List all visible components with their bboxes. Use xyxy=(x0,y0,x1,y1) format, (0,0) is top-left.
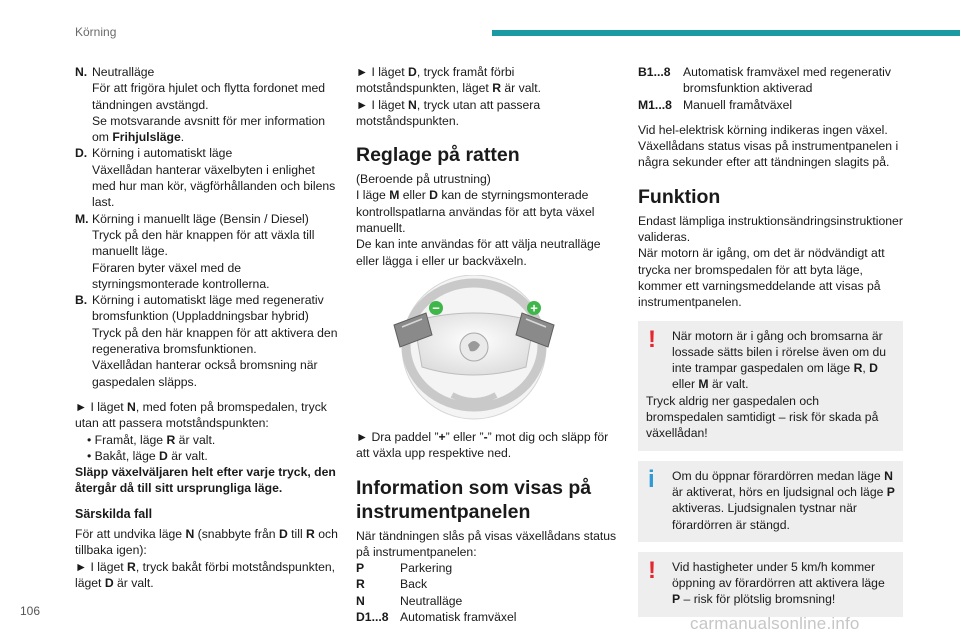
warning-icon: ! xyxy=(648,325,656,353)
paragraph: ► Dra paddel ”+” eller ”-” mot dig och släpp för att växla upp respektive ned. xyxy=(356,429,609,461)
column-2 xyxy=(356,64,618,625)
bullet-list xyxy=(75,432,340,465)
item-m: M. Körning i manuellt läge (Bensin / Diesel) Tryck på den här knappen för att växla till manuellt läge. Föraren byter växel med de styrningsmonterade kontrollerna. xyxy=(75,211,315,291)
table-row: P Parkering xyxy=(356,561,453,576)
warning-box: ! Vid hastigheter under 5 km/h kommer öppning av förardörren att aktivera läge P – risk för plötslig bromsning! xyxy=(638,552,903,617)
paragraph: (Beroende på utrustning) xyxy=(356,172,491,187)
item-d: D. Körning i automatiskt läge Växellådan hanterar växelbyten i enlighet med hur man kör, vägförhållanden och bilens last. xyxy=(75,146,336,210)
warning-icon: ! xyxy=(648,556,656,584)
list-item: • Bakåt, läge D är valt. xyxy=(87,448,340,464)
column-3 xyxy=(638,64,903,617)
list-item: • Framåt, läge R är valt. xyxy=(87,432,340,448)
paragraph: ► I läget N, tryck utan att passera motståndspunkten. xyxy=(356,97,541,128)
paragraph: De kan inte användas för att välja neutralläge eller lägga i eller ur backväxeln. xyxy=(356,237,601,268)
paragraph: ► I läget D, tryck framåt förbi motståndspunkten, läget R är valt. xyxy=(356,65,541,96)
paragraph: Vid hel-elektrisk körning indikeras ingen växel. Växellådans status visas på instrumentpanelen i några sekunder efter att tändningen slagits på. xyxy=(638,122,899,170)
running-header: Körning xyxy=(75,25,117,39)
page-number: 106 xyxy=(20,604,41,618)
bold-note: Släpp växelväljaren helt efter varje tryck, den återgår då till sitt ursprungliga läge. xyxy=(75,465,336,496)
section-heading: Information som visas på instrumentpanelen xyxy=(356,476,592,523)
info-box: i Om du öppnar förardörren medan läge N är aktiverat, hörs en ljudsignal och läge P aktiveras. Ljudsignalen tystnar när förardörren är stängd. xyxy=(638,461,903,542)
item-n: N. Neutralläge För att frigöra hjulet och flytta fordonet med tändningen avstängd. Se motsvarande avsnitt för mer information om Frihjulsläge. xyxy=(75,65,326,145)
paragraph: ► I läget R, tryck bakåt förbi motståndspunkten, läget D är valt. xyxy=(75,559,336,590)
paragraph: När motorn är igång, om det är nödvändigt att trycka ner bromspedalen för att byta läge, kommer ett varningsmeddelande att visas på instrumentpanelen. xyxy=(638,246,885,310)
subheading: Särskilda fall xyxy=(75,506,153,521)
paragraph: ► I läget N, med foten på bromspedalen, tryck utan att passera motståndspunkten: xyxy=(75,399,327,431)
table-row: R Back xyxy=(356,577,428,592)
table-row: M1...8 Manuell framåtväxel xyxy=(638,97,793,112)
status-table xyxy=(356,560,618,625)
section-heading: Funktion xyxy=(638,185,721,208)
warning-box: ! När motorn är i gång och bromsarna är lossade sätts bilen i rörelse även om du inte trampar gaspedalen om läge R, D eller M är valt. Tryck aldrig ner gaspedalen och bromspedalen samtidigt – risk för skada på växellådan! xyxy=(638,321,903,451)
info-icon: i xyxy=(648,465,655,493)
section-heading: Reglage på ratten xyxy=(356,144,520,167)
paragraph: För att undvika läge N (snabbyte från D till R och tillbaka igen): xyxy=(75,527,338,558)
table-row: D1...8 Automatisk framväxel xyxy=(356,610,517,625)
paragraph: I läge M eller D kan de styrningsmonterade kontrollspatlarna användas för att byta växel manuellt. xyxy=(356,188,595,236)
svg-text:+: + xyxy=(530,300,538,316)
header-accent-bar xyxy=(492,30,960,36)
watermark: carmanualsonline.info xyxy=(690,614,860,633)
item-b: B. Körning i automatiskt läge med regenerativ bromsfunktion (Uppladdningsbar hybrid) Tryck på den här knappen för att aktivera den regenerativa bromsfunktionen. Växellådan hanterar också bromsning när gaspedalen släpps. xyxy=(75,293,338,389)
table-row: N Neutralläge xyxy=(356,593,463,608)
column-1 xyxy=(75,64,340,591)
paragraph: Endast lämpliga instruktionsändringsinstruktioner valideras. xyxy=(638,213,903,245)
table-row: B1...8 Automatisk framväxel med regenerativ bromsfunktion aktiverad xyxy=(638,65,891,96)
steering-wheel-illustration xyxy=(356,275,618,421)
svg-text:−: − xyxy=(432,300,440,316)
paragraph: När tändningen slås på visas växellådans status på instrumentpanelen: xyxy=(356,528,617,559)
